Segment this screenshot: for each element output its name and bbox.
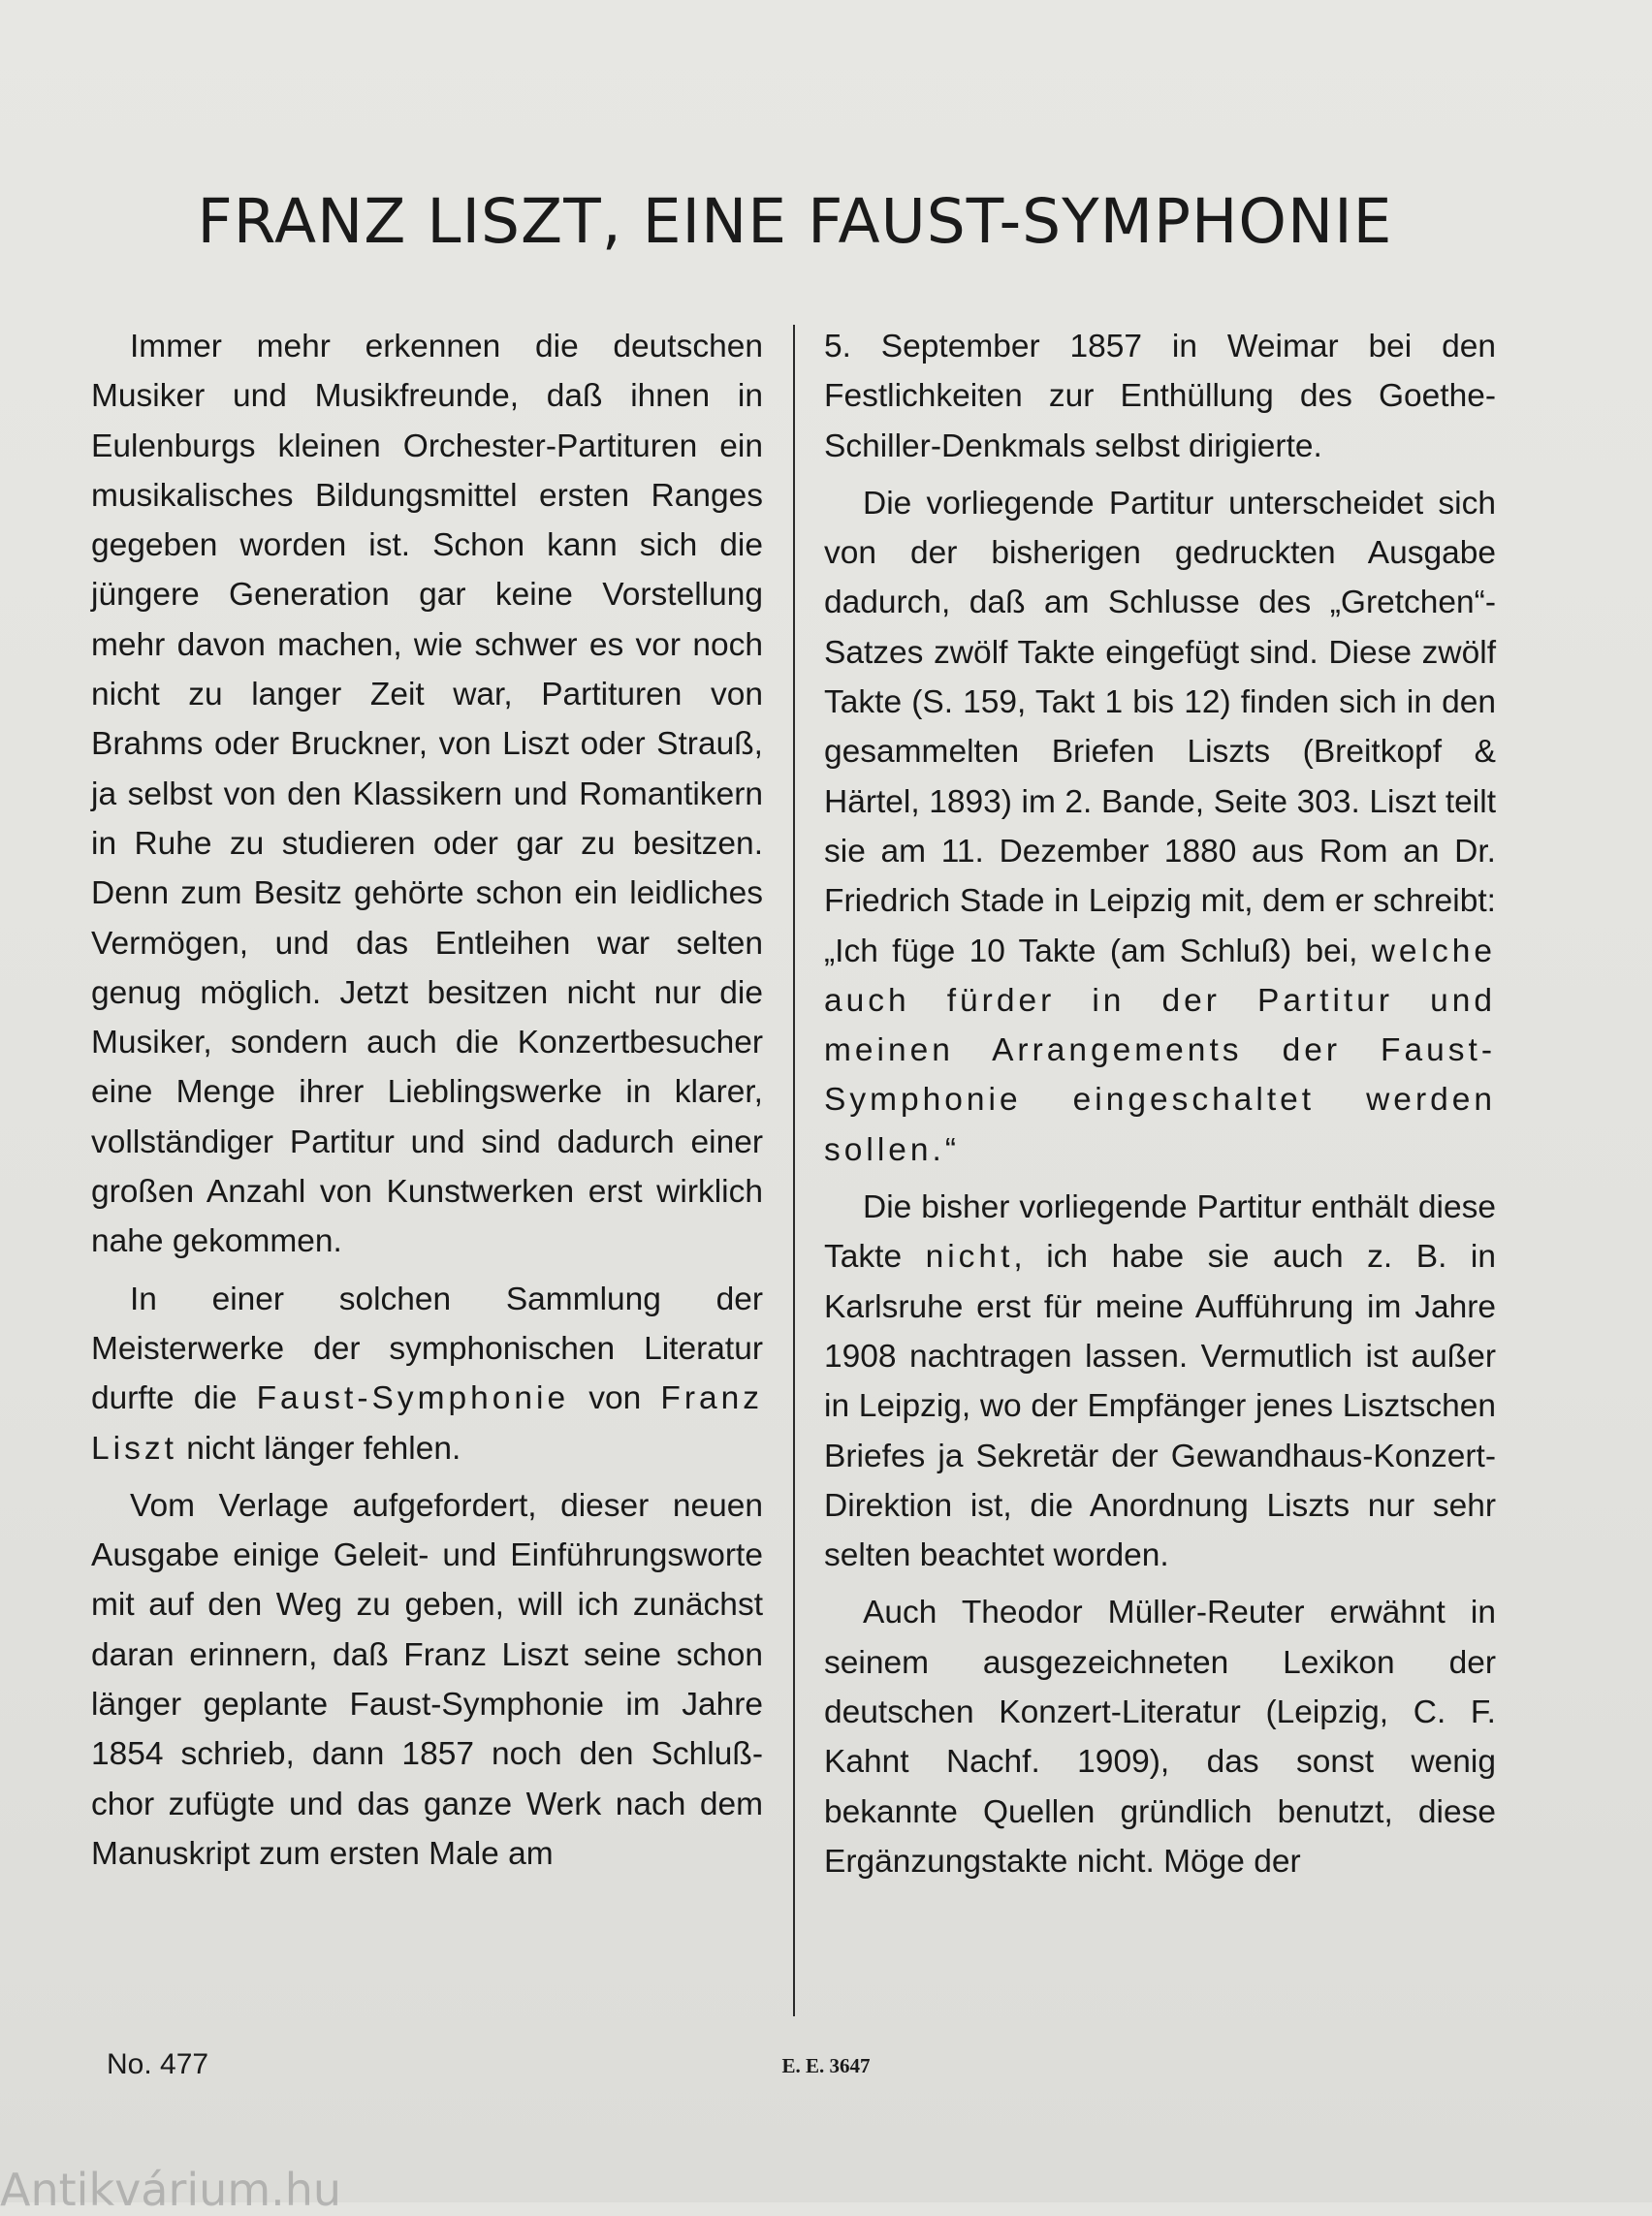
left-p2-spaced-symphonie: Faust-Symphonie (256, 1380, 570, 1417)
right-p2-spaced-quote: welche auch fürder in der Partitur und meinen Arrangements der Faust-Symphonie eingeschaltet werden sollen.“ (824, 933, 1496, 1168)
left-p2-text-before: In einer solchen Sammlung der Meisterwerke der symphonischen Literatur durfte die (91, 1281, 763, 1417)
left-paragraph-1: Immer mehr erkennen die deutschen Musiker und Musikfreunde, daß ihnen in Eulenburgs kleinen Orchester-Partituren ein musikalisches Bildungsmittel ersten Ranges gegeben worden ist. Schon kann sich die jüngere Generation gar keine Vorstellung mehr davon machen, wie schwer es vor noch nicht zu langer Zeit war, Partituren von Brahms oder Bruckner, von Liszt oder Strauß, ja selbst von den Klassikern und Romantikern in Ruhe zu studieren oder gar zu besitzen. Denn zum Besitz gehörte schon ein leidliches Vermögen, und das Entleihen war selten genug möglich. Jetzt besitzen nicht nur die Musiker, sondern auch die Konzertbesucher eine Menge ihrer Lieblingswerke in klarer, vollständiger Partitur und sind dadurch einer großen Anzahl von Kunstwerken erst wirklich nahe gekommen. (91, 329, 763, 1260)
right-paragraph-4: Auch Theodor Müller-Reuter erwähnt in seinem ausgezeichneten Lexikon der deutschen Konzert-Literatur (Leipzig, C. F. Kahnt Nachf. 1909), das sonst wenig bekannte Quellen gründlich benutzt, diese Ergänzungstakte nicht. Möge der (824, 1595, 1496, 1880)
left-p2-text-after: nicht länger fehlen. (176, 1430, 461, 1467)
left-paragraph-3: Vom Verlage aufgefordert, dieser neuen Ausgabe einige Geleit- und Einführungsworte mit auf den Weg zu geben, will ich zunächst daran erinnern, daß Franz Liszt seine schon länger geplante Faust-Symphonie im Jahre 1854 schrieb, dann 1857 noch den Schlußchor zufügte und das ganze Werk nach dem Manuskript zum ersten Male am (91, 1487, 763, 1872)
left-column (91, 322, 763, 1886)
right-paragraph-1: 5. September 1857 in Weimar bei den Festlichkeiten zur Enthüllung des Goethe-Schiller-Denkmals selbst dirigierte. (824, 329, 1496, 464)
left-paragraph-2 (91, 1275, 763, 1473)
right-p3-text-after: , ich habe sie auch z. B. in Karlsruhe erst für meine Aufführung im Jahre 1908 nachtragen lassen. Vermutlich ist außer in Leipzig, wo der Empfänger jenes Lisztschen Briefes ja Sekretär der Gewandhaus-Konzert-Direktion ist, die Anordnung Liszts nur sehr selten beachtet worden. (824, 1239, 1496, 1574)
footer-plate-number: E. E. 3647 (781, 2054, 871, 2077)
right-paragraph-3 (824, 1183, 1496, 1580)
right-p2-text-before: Die vorliegende Partitur unterscheidet sich von der bisherigen gedruckten Ausgabe dadurch, daß am Schlusse des „Gretchen“-Satzes zwölf Takte eingefügt sind. Diese zwölf Takte (S. 159, Takt 1 bis 12) finden sich in den gesammelten Briefen Liszts (Breitkopf & Härtel, 1893) im 2. Bande, Seite 303. Liszt teilt sie am 11. Dezember 1880 aus Rom an Dr. Friedrich Stade in Leipzig mit, dem er schreibt: „Ich füge 10 Takte (am Schluß) bei, (824, 485, 1496, 969)
right-p3-spaced-word: nicht (925, 1239, 1014, 1276)
page-title: FRANZ LISZT, EINE FAUST-SYMPHONIE (197, 186, 1393, 258)
right-p3-text-before: Die bisher vorliegende Partitur enthält diese Takte (824, 1189, 1496, 1276)
left-p2-spaced-composer: Franz Liszt (91, 1380, 763, 1467)
footer-number: No. 477 (107, 2048, 209, 2080)
right-paragraph-2 (824, 479, 1496, 1175)
left-p2-text-middle: von (569, 1380, 661, 1417)
column-divider (793, 325, 795, 2016)
watermark: Antikvárium.hu (0, 2164, 342, 2216)
right-column (824, 322, 1496, 1894)
